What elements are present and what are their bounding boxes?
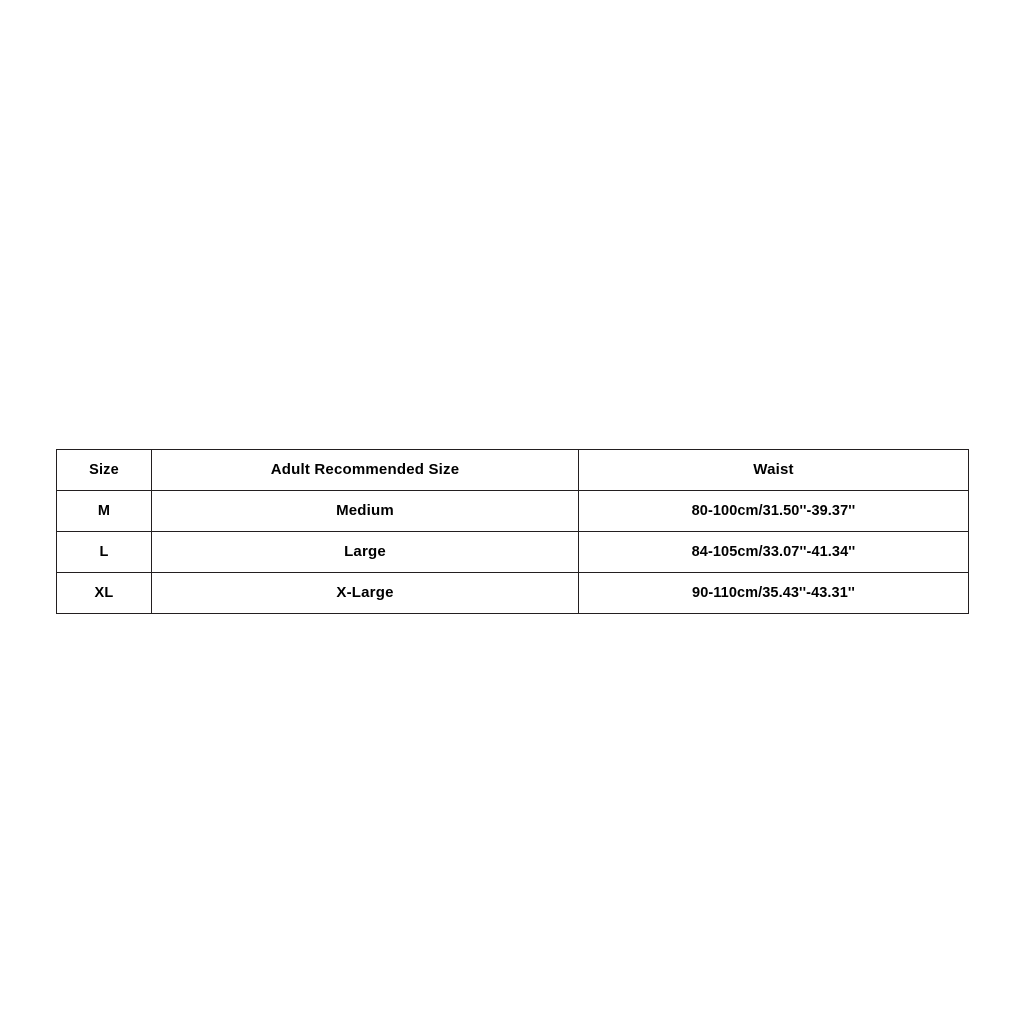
table-body <box>57 491 969 614</box>
table-row <box>57 573 969 614</box>
cell-size: M <box>57 491 152 532</box>
cell-adult-recommended-size: Large <box>152 532 579 573</box>
cell-waist: 90-110cm/35.43''-43.31'' <box>579 573 969 614</box>
cell-size: XL <box>57 573 152 614</box>
table-row <box>57 532 969 573</box>
size-chart-table <box>56 449 969 614</box>
cell-adult-recommended-size: X-Large <box>152 573 579 614</box>
column-header-adult-recommended-size: Adult Recommended Size <box>152 450 579 491</box>
cell-size: L <box>57 532 152 573</box>
table-header-row <box>57 450 969 491</box>
table-row <box>57 491 969 532</box>
cell-waist: 84-105cm/33.07''-41.34'' <box>579 532 969 573</box>
cell-adult-recommended-size: Medium <box>152 491 579 532</box>
size-chart-container <box>56 449 968 614</box>
column-header-size: Size <box>57 450 152 491</box>
table-header <box>57 450 969 491</box>
column-header-waist: Waist <box>579 450 969 491</box>
cell-waist: 80-100cm/31.50''-39.37'' <box>579 491 969 532</box>
